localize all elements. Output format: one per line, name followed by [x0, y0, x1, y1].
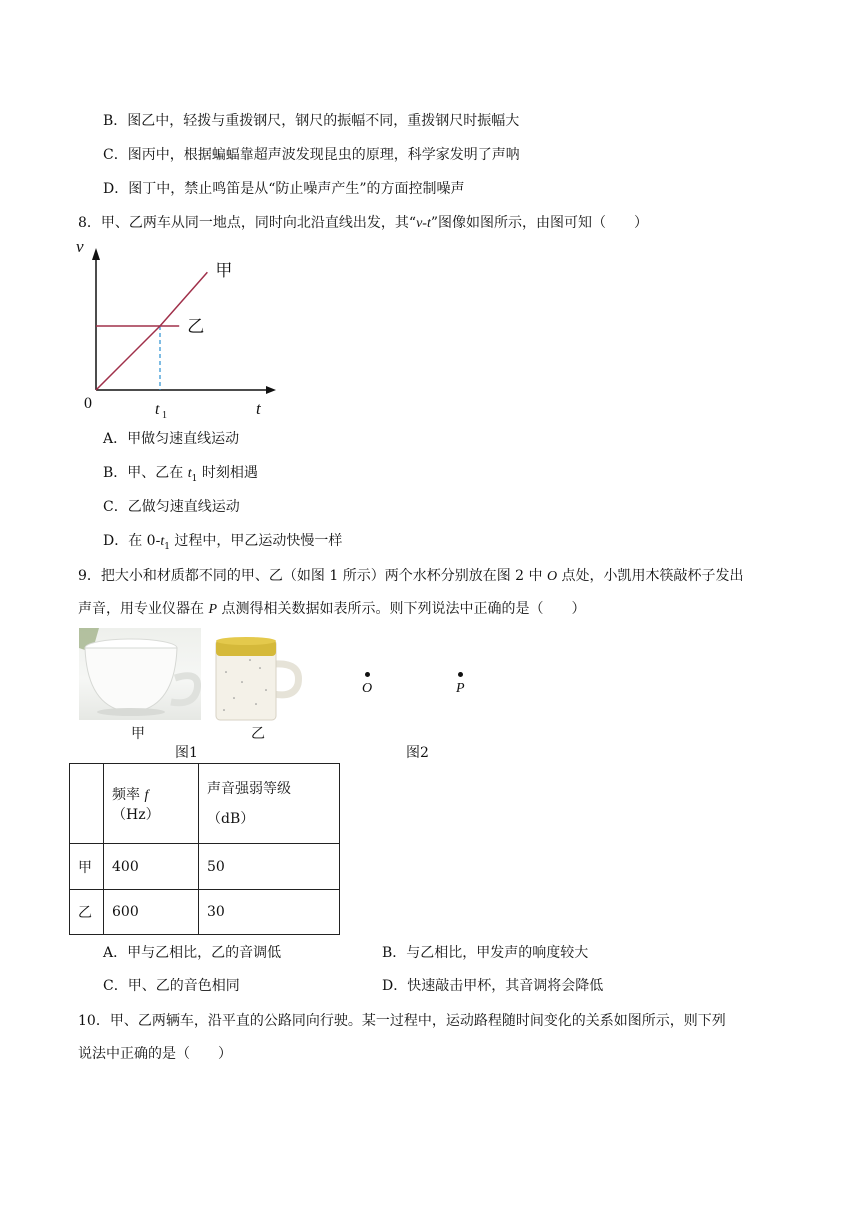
figure-1-caption: 图1	[175, 745, 198, 761]
t1-tick-label: t	[155, 401, 160, 418]
q9-option-c: C．甲、乙的音色相同	[103, 978, 240, 994]
q9-stem-line2: 声音，用专业仪器在 P 点测得相关数据如表所示。则下列说法中正确的是（ ）	[78, 601, 586, 617]
table-header-level: 声音强弱等级 （dB）	[199, 764, 340, 844]
q9-option-b: B．与乙相比，甲发声的响度较大	[382, 945, 589, 961]
table-row-name: 乙	[70, 890, 104, 935]
table-row-frequency: 400	[104, 844, 199, 890]
cup-yi-photo	[212, 632, 304, 724]
point-p-label: P	[456, 681, 465, 696]
cup-jia-photo	[79, 628, 201, 720]
table-header-row	[70, 764, 340, 844]
point-p-dot	[458, 672, 463, 677]
q7-option-c: C．图丙中，根据蝙蝠靠超声波发现昆虫的原理，科学家发明了声呐	[103, 147, 520, 163]
q9-stem-line1: 9．把大小和材质都不同的甲、乙（如图 1 所示）两个水杯分别放在图 2 中 O 点处，小凯用木筷敲杯子发出	[78, 568, 744, 584]
cup-label-yi: 乙	[251, 726, 265, 742]
series-label-1: 乙	[187, 317, 205, 337]
table-row-name: 甲	[70, 844, 104, 890]
x-axis-label: t	[256, 399, 261, 418]
q10-stem-line1: 10．甲、乙两辆车，沿平直的公路同向行驶。某一过程中，运动路程随时间变化的关系如图所示，则下列	[78, 1013, 726, 1029]
table-row-level: 50	[199, 844, 340, 890]
q9-option-a: A．甲与乙相比，乙的音调低	[103, 945, 282, 961]
table-header-frequency: 频率 f（Hz）	[104, 764, 199, 844]
q10-stem-line2: 说法中正确的是（ ）	[78, 1046, 232, 1062]
series-label-0: 甲	[215, 261, 233, 282]
table-row-level: 30	[199, 890, 340, 935]
q9-option-d: D．快速敲击甲杯，其音调将会降低	[382, 978, 604, 994]
y-axis-label: v	[76, 237, 84, 256]
origin-label: 0	[84, 395, 92, 412]
sound-data-table	[69, 763, 340, 935]
point-o-label: O	[362, 681, 373, 696]
table-row	[70, 844, 340, 890]
q8-option-c: C．乙做匀速直线运动	[103, 499, 240, 515]
q7-option-d: D．图丁中，禁止鸣笛是从“防止噪声产生”的方面控制噪声	[103, 181, 465, 197]
cup-label-jia: 甲	[131, 726, 145, 742]
y-axis-arrow	[92, 248, 100, 260]
q8-option-b: B．甲、乙在 $t_1$ 时刻相遇	[103, 465, 258, 484]
t1-tick-subscript: 1	[162, 410, 167, 421]
figure-2-caption: 图2	[406, 745, 429, 761]
q7-option-b: B．图乙中，轻拨与重拨钢尺，钢尺的振幅不同，重拨钢尺时振幅大	[103, 113, 520, 129]
vt-chart	[70, 232, 300, 427]
q8-stem: 8．甲、乙两车从同一地点，同时向北沿直线出发，其“v-t”图像如图所示，由图可知（ ）	[78, 215, 649, 231]
x-axis-arrow	[266, 386, 276, 394]
table-header-empty	[70, 764, 104, 844]
point-o-dot	[365, 672, 370, 677]
q8-option-a: A．甲做匀速直线运动	[103, 431, 240, 447]
table-row-frequency: 600	[104, 890, 199, 935]
table-row	[70, 890, 340, 935]
q8-option-d: D．在 $0-t_1$ 过程中，甲乙运动快慢一样	[103, 533, 343, 552]
